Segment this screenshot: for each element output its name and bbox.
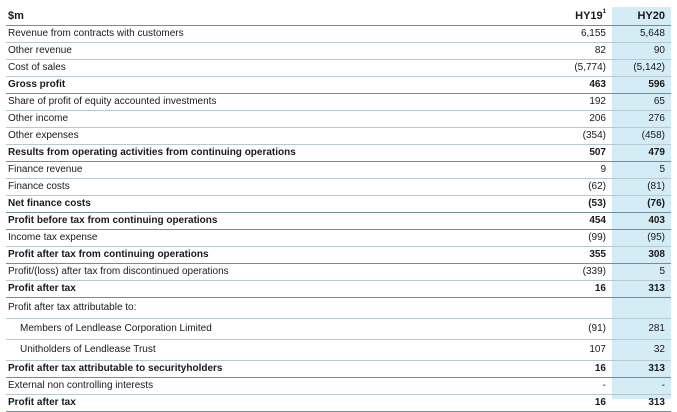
hy19-value: (354) [547, 128, 612, 145]
table-row [6, 281, 671, 298]
table-row [6, 179, 671, 196]
row-label: Income tax expense [6, 230, 547, 247]
hy20-value: 5,648 [612, 26, 671, 43]
table-row [6, 264, 671, 281]
table-row [6, 319, 671, 340]
row-label: Members of Lendlease Corporation Limited [6, 319, 547, 340]
row-label: Finance costs [6, 179, 547, 196]
hy19-value: (62) [547, 179, 612, 196]
table-row [6, 111, 671, 128]
hy19-value: (5,774) [547, 60, 612, 77]
truncated-next-row [6, 399, 671, 406]
hy20-value: 313 [612, 395, 671, 412]
hy20-value: 5 [612, 264, 671, 281]
row-label: Profit after tax [6, 395, 547, 412]
hy19-value [547, 298, 612, 319]
table-row [6, 213, 671, 230]
hy20-value: 5 [612, 162, 671, 179]
hy20-value: (95) [612, 230, 671, 247]
header-hy19: $HY19^1$ [547, 7, 612, 26]
hy19-value: 454 [547, 213, 612, 230]
hy20-value: 32 [612, 340, 671, 361]
table-row [6, 361, 671, 378]
hy19-value: 6,155 [547, 26, 612, 43]
hy19-value: 16 [547, 395, 612, 412]
row-label: Revenue from contracts with customers [6, 26, 547, 43]
row-label: Profit after tax attributable to securityholders [6, 361, 547, 378]
row-label: Other income [6, 111, 547, 128]
row-label: Cost of sales [6, 60, 547, 77]
hy19-value: 355 [547, 247, 612, 264]
row-label: Profit before tax from continuing operations [6, 213, 547, 230]
row-label: Profit/(loss) after tax from discontinued operations [6, 264, 547, 281]
hy19-value: 82 [547, 43, 612, 60]
hy19-value: (91) [547, 319, 612, 340]
table-row [6, 26, 671, 43]
row-label: Profit after tax attributable to: [6, 298, 547, 319]
row-label: Profit after tax from continuing operations [6, 247, 547, 264]
hy20-value: (458) [612, 128, 671, 145]
table-row [6, 145, 671, 162]
hy20-value: - [612, 378, 671, 395]
hy20-value: 90 [612, 43, 671, 60]
hy19-value: 192 [547, 94, 612, 111]
table-row [6, 162, 671, 179]
hy19-value: 206 [547, 111, 612, 128]
hy20-value: 479 [612, 145, 671, 162]
row-label: Share of profit of equity accounted investments [6, 94, 547, 111]
income-statement-table [6, 7, 671, 412]
row-label: Profit after tax [6, 281, 547, 298]
hy20-value: 281 [612, 319, 671, 340]
hy20-value: 308 [612, 247, 671, 264]
row-label: External non controlling interests [6, 378, 547, 395]
table-row [6, 60, 671, 77]
hy19-value: 107 [547, 340, 612, 361]
hy19-value: 9 [547, 162, 612, 179]
hy19-value: 16 [547, 281, 612, 298]
table-row [6, 43, 671, 60]
hy20-value: 313 [612, 281, 671, 298]
table-row [6, 94, 671, 111]
table-row [6, 230, 671, 247]
hy20-value: 596 [612, 77, 671, 94]
hy19-value: 16 [547, 361, 612, 378]
row-label: Finance revenue [6, 162, 547, 179]
table-row [6, 247, 671, 264]
table-row [6, 298, 671, 319]
hy20-value: 276 [612, 111, 671, 128]
row-label: Unitholders of Lendlease Trust [6, 340, 547, 361]
table-row [6, 196, 671, 213]
hy20-value: (76) [612, 196, 671, 213]
row-label: Results from operating activities from continuing operations [6, 145, 547, 162]
hy20-value [612, 298, 671, 319]
hy20-value: 65 [612, 94, 671, 111]
row-label: Other expenses [6, 128, 547, 145]
hy20-value: 313 [612, 361, 671, 378]
hy20-value: 403 [612, 213, 671, 230]
header-row [6, 7, 671, 26]
hy19-value: (53) [547, 196, 612, 213]
hy19-value: - [547, 378, 612, 395]
hy20-value: (5,142) [612, 60, 671, 77]
footnote-marker: 1 [602, 9, 606, 15]
hy19-value: 463 [547, 77, 612, 94]
hy20-value: (81) [612, 179, 671, 196]
table-body [6, 7, 671, 412]
row-label: Other revenue [6, 43, 547, 60]
hy19-value: (99) [547, 230, 612, 247]
header-label: $m [6, 7, 547, 26]
hy19-value: (339) [547, 264, 612, 281]
table-row [6, 340, 671, 361]
table-row [6, 77, 671, 94]
table-row [6, 378, 671, 395]
table-row [6, 128, 671, 145]
hy19-value: 507 [547, 145, 612, 162]
row-label: Net finance costs [6, 196, 547, 213]
row-label: Gross profit [6, 77, 547, 94]
header-hy20: HY20 [612, 7, 671, 26]
